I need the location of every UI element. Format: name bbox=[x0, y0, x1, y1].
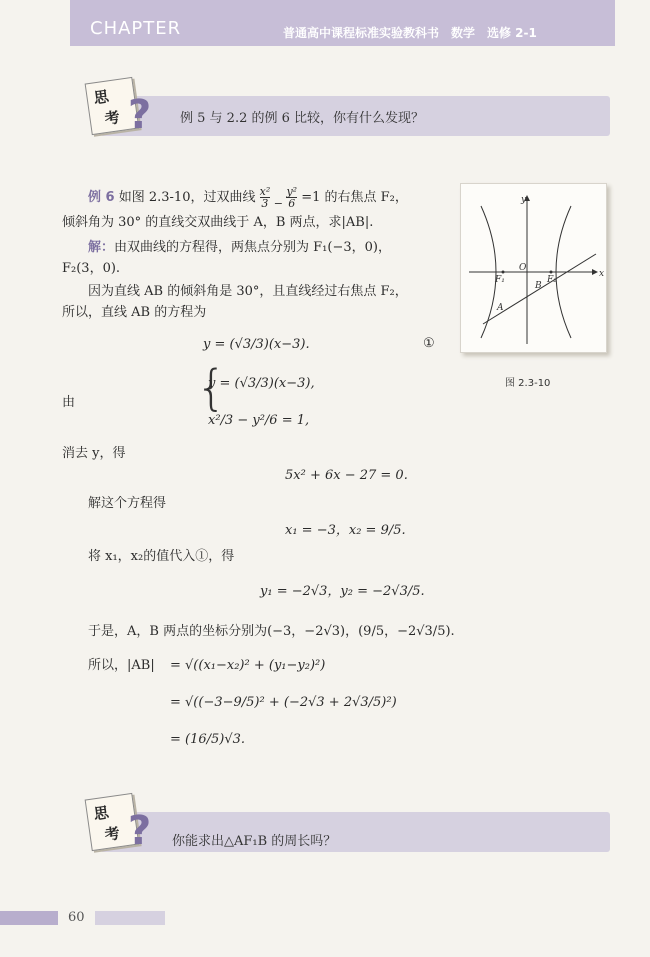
page-number: 60 bbox=[68, 910, 85, 925]
solve-text: 解这个方程得 bbox=[88, 496, 167, 511]
eliminate-text: 消去 y，得 bbox=[62, 446, 126, 461]
distance-line-2: = √((−3−9/5)² + (−2√3 + 2√3/5)²) bbox=[170, 695, 397, 710]
chapter-label: CHAPTER bbox=[90, 18, 182, 39]
think-char-si: 思 bbox=[92, 87, 110, 108]
equation-2: 5x² + 6x − 27 = 0. bbox=[285, 468, 408, 483]
system-brace: { bbox=[196, 360, 227, 416]
solution-label: 解： bbox=[88, 240, 115, 255]
question-mark-icon: ? bbox=[128, 92, 152, 138]
example-line-2: 倾斜角为 30° 的直线交双曲线于 A，B 两点，求|AB|. bbox=[62, 215, 374, 230]
f1-point bbox=[502, 271, 505, 274]
example-line-3 bbox=[88, 238, 391, 258]
example-line-6: 所以，直线 AB 的方程为 bbox=[62, 305, 207, 320]
think-text-1: 例 5 与 2.2 的例 6 比较，你有什么发现？ bbox=[180, 111, 425, 126]
figure-2-3-10 bbox=[460, 183, 607, 353]
distance-line-3: = (16/5)√3. bbox=[170, 732, 246, 747]
example-line-3-text: 由双曲线的方程得，两焦点分别为 F₁(−3，0)， bbox=[114, 240, 391, 255]
equation-3: x₁ = −3，x₂ = 9/5. bbox=[285, 523, 406, 538]
think-text-2: 你能求出△AF₁B 的周长吗？ bbox=[172, 834, 337, 849]
equation-4: y₁ = −2√3，y₂ = −2√3/5. bbox=[260, 584, 425, 599]
figure-caption: 图 2.3-10 bbox=[505, 378, 551, 389]
origin-label: O bbox=[519, 263, 527, 273]
hyperbola-figure bbox=[461, 184, 606, 352]
point-b-label: B bbox=[535, 281, 542, 291]
hyperbola-fraction: $\frac{\text{x²}}{3}$ − $\frac{\text{y²}}{6}$ bbox=[259, 185, 298, 210]
footer-bar-left bbox=[0, 911, 58, 925]
equation-1: y = (√3/3)(x−3). bbox=[203, 337, 310, 352]
you-label: 由 bbox=[62, 395, 76, 410]
system-eq-1: y = (√3/3)(x−3), bbox=[208, 376, 315, 391]
question-mark-icon-2: ? bbox=[128, 808, 152, 854]
example-line-5: 因为直线 AB 的倾斜角是 30°，且直线经过右焦点 F₂， bbox=[88, 284, 408, 299]
y-label: y bbox=[521, 195, 527, 205]
substitute-text: 将 x₁，x₂的值代入①，得 bbox=[88, 549, 235, 564]
think-char-kao-2: 考 bbox=[103, 824, 121, 845]
think-char-si-2: 思 bbox=[92, 803, 110, 824]
f1-label: F₁ bbox=[495, 275, 505, 285]
example-label: 例 6 bbox=[88, 190, 115, 205]
example-line-1-suffix: =1 的右焦点 F₂， bbox=[301, 190, 408, 205]
equation-1-tag: ① bbox=[423, 336, 435, 351]
f2-point bbox=[550, 271, 553, 274]
point-a-label: A bbox=[497, 303, 504, 313]
think-char-kao: 考 bbox=[103, 108, 121, 129]
system-eq-2: x²/3 − y²/6 = 1, bbox=[208, 413, 310, 428]
example-line-1-prefix: 如图 2.3-10，过双曲线 bbox=[118, 190, 256, 205]
distance-prefix: 所以，|AB| bbox=[88, 658, 155, 673]
example-line-4: F₂(3，0). bbox=[62, 261, 121, 276]
x-label: x bbox=[599, 269, 605, 279]
coords-text: 于是，A，B 两点的坐标分别为(−3，−2√3)，(9/5，−2√3/5). bbox=[88, 624, 455, 639]
footer-bar-right bbox=[95, 911, 165, 925]
book-title: 普通高中课程标准实验教科书 数学 选修 2-1 bbox=[283, 26, 537, 40]
f2-label: F₂ bbox=[547, 275, 557, 285]
example-line-1 bbox=[88, 186, 408, 209]
distance-line-1: = √((x₁−x₂)² + (y₁−y₂)²) bbox=[170, 658, 326, 673]
